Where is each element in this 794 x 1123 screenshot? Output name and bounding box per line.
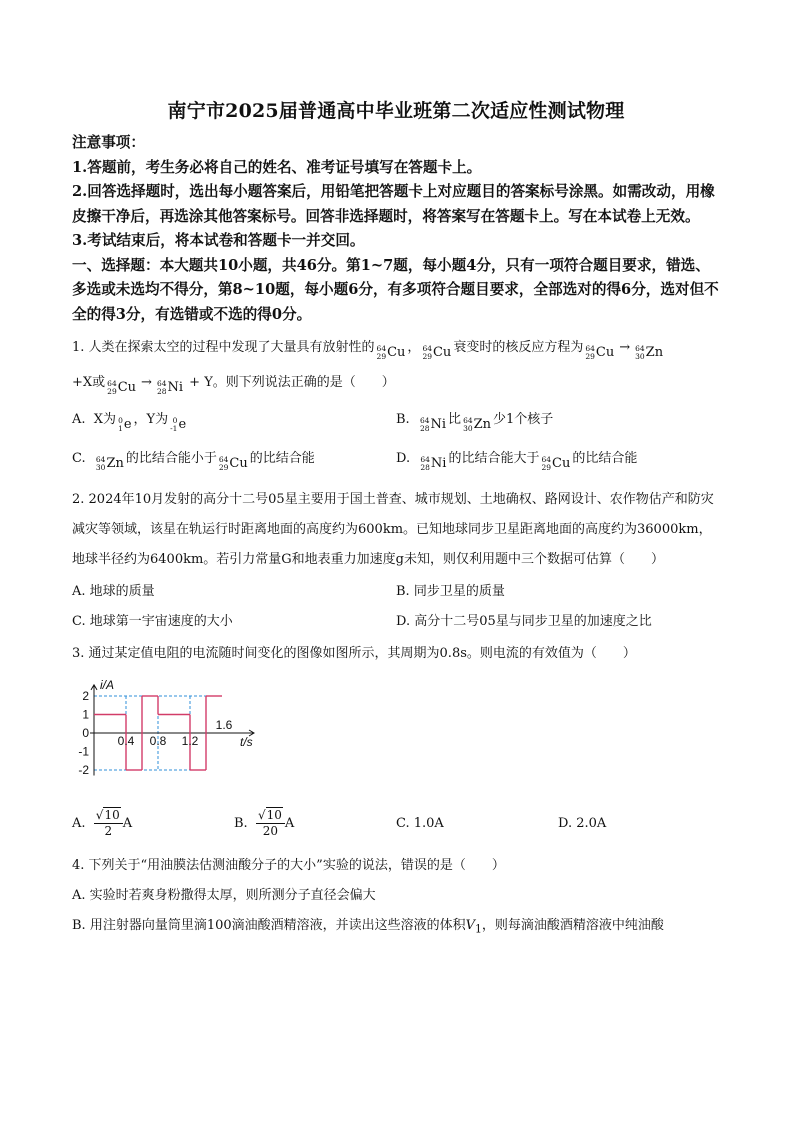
x-tick-label: 1.2 (181, 734, 199, 748)
x-tick-label: 0.8 (149, 734, 167, 748)
nuclide-cu: 64 29 Cu (585, 344, 615, 361)
chart-svg (72, 673, 262, 795)
q1-stem: 1. 人类在探索太空的过程中发现了大量具有放射性的 64 29 Cu ， 64 29 Cu 衰变时的核反应方程为 64 29 Cu → 64 30 Zn (72, 333, 720, 368)
q1-option-d[interactable]: D. 64 28 Ni 的比结合能大于 64 29 Cu 的比结合能 (396, 451, 638, 472)
q3-option-a[interactable]: A. $\frac{√10}{2}$ A (72, 807, 133, 838)
page-title: 南宁市2025届普通高中毕业班第二次适应性测试物理 (167, 100, 625, 122)
q1-option-a[interactable]: A. X为 0 1 e ，Y为 0 -1 e (72, 412, 187, 433)
q1-options-row-2 (72, 442, 720, 481)
nuclide-cu: 64 29 Cu (376, 344, 406, 361)
arrow-symbol: → (619, 340, 631, 355)
question-2 (72, 485, 720, 635)
question-3 (72, 639, 720, 851)
q2-option-c[interactable]: C. 地球第一宇宙速度的大小 (72, 614, 233, 629)
q2-option-d[interactable]: D. 高分十二号05星与同步卫星的加速度之比 (396, 614, 652, 629)
nuclide-zn: 64 30 Zn (635, 344, 664, 361)
q2-options-row-1 (72, 575, 720, 609)
q3-option-d[interactable]: D. 2.0A (558, 815, 607, 831)
q2-stem: 2. 2024年10月发射的高分十二号05星主要用于国土普查、城市规划、土地确权、路网设计、农作物估产和防灾减灾等领域，该星在轨运行时距离地面的高度约为600km。已知地球同步卫星距离地面的高度约为36000km，地球半径约为6400km。若引力常量G和地表重力加速度g未知，则仅利用题中三个数据可估算（ ） (72, 492, 714, 567)
q3-option-c[interactable]: C. 1.0A (396, 815, 444, 831)
y-tick-label: 0 (82, 726, 89, 740)
y-tick-label: 1 (82, 707, 89, 722)
notice-item-3: 3.考试结束后，将本试卷和答题卡一并交回。 (72, 232, 365, 249)
notice-item-2: 2.回答选择题时，选出每小题答案后，用铅笔把答题卡上对应题目的答案标号涂黑。如需改动，用橡皮擦干净后，再选涂其他答案标号。回答非选择题时，将答案写在答题卡上。写在本试卷上无效。 (72, 183, 715, 225)
q3-stem: 3. 通过某定值电阻的电流随时间变化的图像如图所示，其周期为0.8s。则电流的有效值为（ ） (72, 646, 636, 661)
section-heading: 一、选择题：本大题共10小题，共46分。第1~7题，每小题4分，只有一项符合题目要求，错选、多选或未选均不得分，第8~10题，每小题6分，有多项符合题目要求，全部选对的得6分，选对但不全的得3分，有选错或不选的得0分。 (72, 256, 719, 323)
q2-options-row-2 (72, 609, 720, 635)
y-tick-label: -1 (78, 744, 89, 759)
y-axis-label: i/A (100, 677, 115, 692)
current-time-graph (72, 673, 262, 795)
q4-option-a[interactable]: A. 实验时若爽身粉撒得太厚，则所测分子直径会偏大 (72, 888, 376, 903)
q1-option-c[interactable]: C. 64 30 Zn 的比结合能小于 64 29 Cu 的比结合能 (72, 451, 315, 472)
q3-option-b[interactable]: B. $\frac{√10}{20}$ A (234, 807, 295, 838)
notice-item-1: 1.答题前，考生务必将自己的姓名、准考证号填写在答题卡上。 (72, 158, 482, 176)
q2-option-a[interactable]: A. 地球的质量 (72, 584, 155, 599)
y-tick-label: 2 (82, 689, 89, 703)
fraction: $\frac{√10}{2}$ (94, 808, 123, 839)
fraction: $\frac{√10}{20}$ (256, 808, 285, 839)
notice-heading: 注意事项： (72, 134, 145, 151)
exam-page (72, 96, 720, 945)
question-1 (72, 333, 720, 481)
y-tick-label: -2 (78, 763, 89, 777)
x-tick-label: 1.6 (215, 718, 233, 732)
q4-stem: 4. 下列关于“用油膜法估测油酸分子的大小”实验的说法，错误的是（ ） (72, 858, 505, 873)
q3-options (72, 795, 720, 851)
x-tick-label: 0.4 (117, 734, 135, 748)
q1-stem-cont: +X或 64 29 Cu → 64 28 Ni + Y。则下列说法正确的是（ ） (72, 368, 720, 403)
q1-options-row-1 (72, 403, 720, 442)
q2-option-b[interactable]: B. 同步卫星的质量 (396, 584, 505, 599)
q4-option-b[interactable]: B. 用注射器向量筒里滴100滴油酸酒精溶液，并读出这些溶液的体积$V_1$，则每滴油酸酒精溶液中纯油酸 (72, 918, 664, 936)
q1-text: 1. 人类在探索太空的过程中发现了大量具有放射性的 (72, 340, 375, 355)
nuclide-cu: 64 29 Cu (107, 379, 137, 396)
q1-option-b[interactable]: B. 64 28 Ni 比 64 30 Zn 少1个核子 (396, 412, 554, 433)
x-axis-label: t/s (240, 735, 253, 749)
nuclide-cu: 64 29 Cu (422, 344, 452, 361)
question-4 (72, 851, 720, 945)
nuclide-ni: 64 28 Ni (156, 379, 184, 396)
